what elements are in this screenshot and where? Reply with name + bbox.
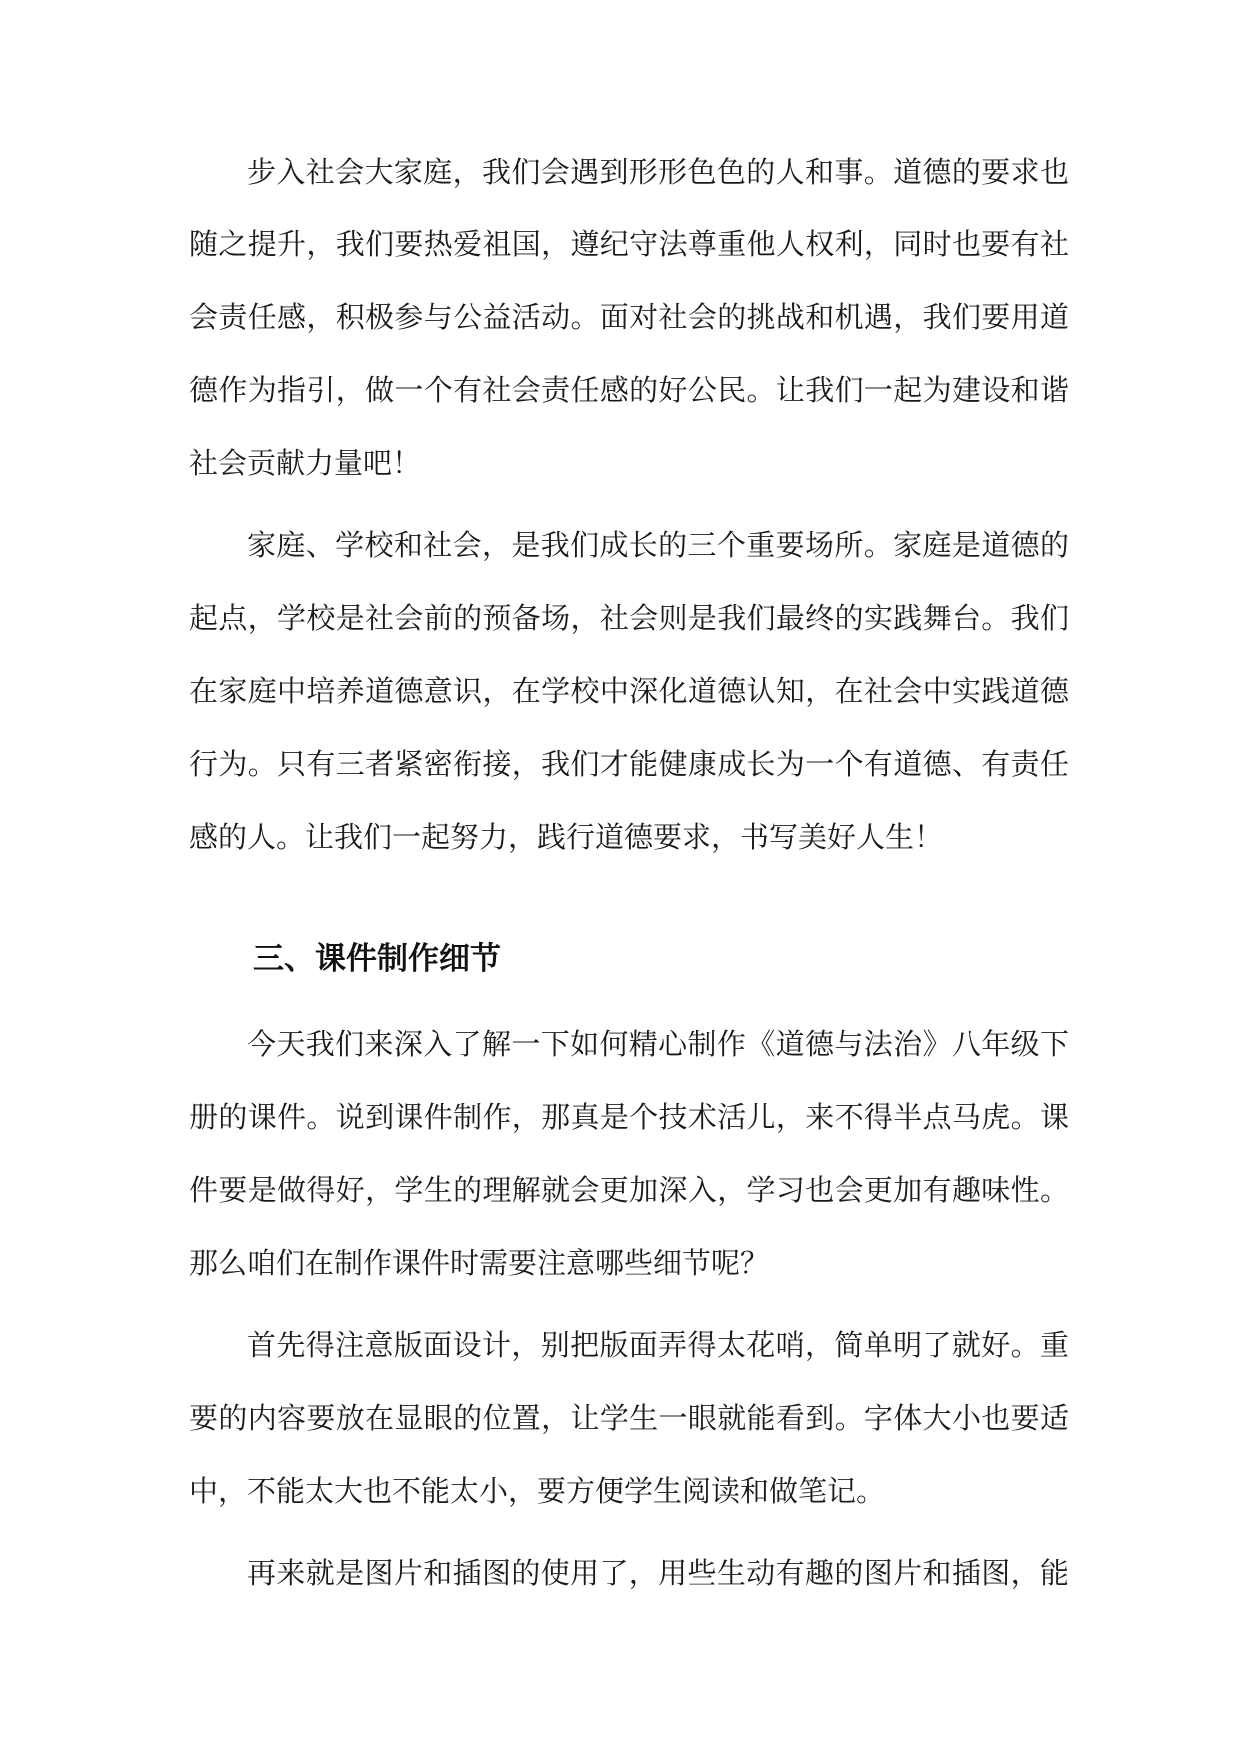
paragraph-line: 册的课件。说到课件制作，那真是个技术活儿，来不得半点马虎。课 [189, 1100, 1069, 1134]
paragraph-line: 中，不能太大也不能太小，要方便学生阅读和做笔记。 [189, 1474, 886, 1508]
paragraph-line: 随之提升，我们要热爱祖国，遵纪守法尊重他人权利，同时也要有社 [189, 227, 1069, 261]
paragraph-line: 德作为指引，做一个有社会责任感的好公民。让我们一起为建设和谐 [189, 373, 1069, 407]
paragraph-line: 在家庭中培养道德意识，在学校中深化道德认知，在社会中实践道德 [189, 674, 1069, 708]
paragraph-line: 首先得注意版面设计，别把版面弄得太花哨，简单明了就好。重 [247, 1328, 1069, 1362]
paragraph-line: 那么咱们在制作课件时需要注意哪些细节呢？ [189, 1246, 770, 1280]
paragraph-line: 会责任感，积极参与公益活动。面对社会的挑战和机遇，我们要用道 [189, 300, 1069, 334]
paragraph-line: 件要是做得好，学生的理解就会更加深入，学习也会更加有趣味性。 [189, 1173, 1069, 1207]
paragraph-line: 今天我们来深入了解一下如何精心制作《道德与法治》八年级下 [247, 1027, 1069, 1061]
paragraph-line: 社会贡献力量吧！ [189, 446, 422, 480]
paragraph-line: 感的人。让我们一起努力，践行道德要求，书写美好人生！ [189, 820, 944, 854]
paragraph-line: 家庭、学校和社会，是我们成长的三个重要场所。家庭是道德的 [247, 528, 1069, 562]
paragraph-line: 要的内容要放在显眼的位置，让学生一眼就能看到。字体大小也要适 [189, 1401, 1069, 1435]
paragraph-line: 行为。只有三者紧密衔接，我们才能健康成长为一个有道德、有责任 [189, 747, 1069, 781]
section-heading: 三、课件制作细节 [253, 941, 501, 977]
paragraph-line: 起点，学校是社会前的预备场，社会则是我们最终的实践舞台。我们 [189, 601, 1069, 635]
paragraph-line: 再来就是图片和插图的使用了，用些生动有趣的图片和插图，能 [247, 1556, 1069, 1590]
paragraph-line: 步入社会大家庭，我们会遇到形形色色的人和事。道德的要求也 [247, 155, 1069, 189]
